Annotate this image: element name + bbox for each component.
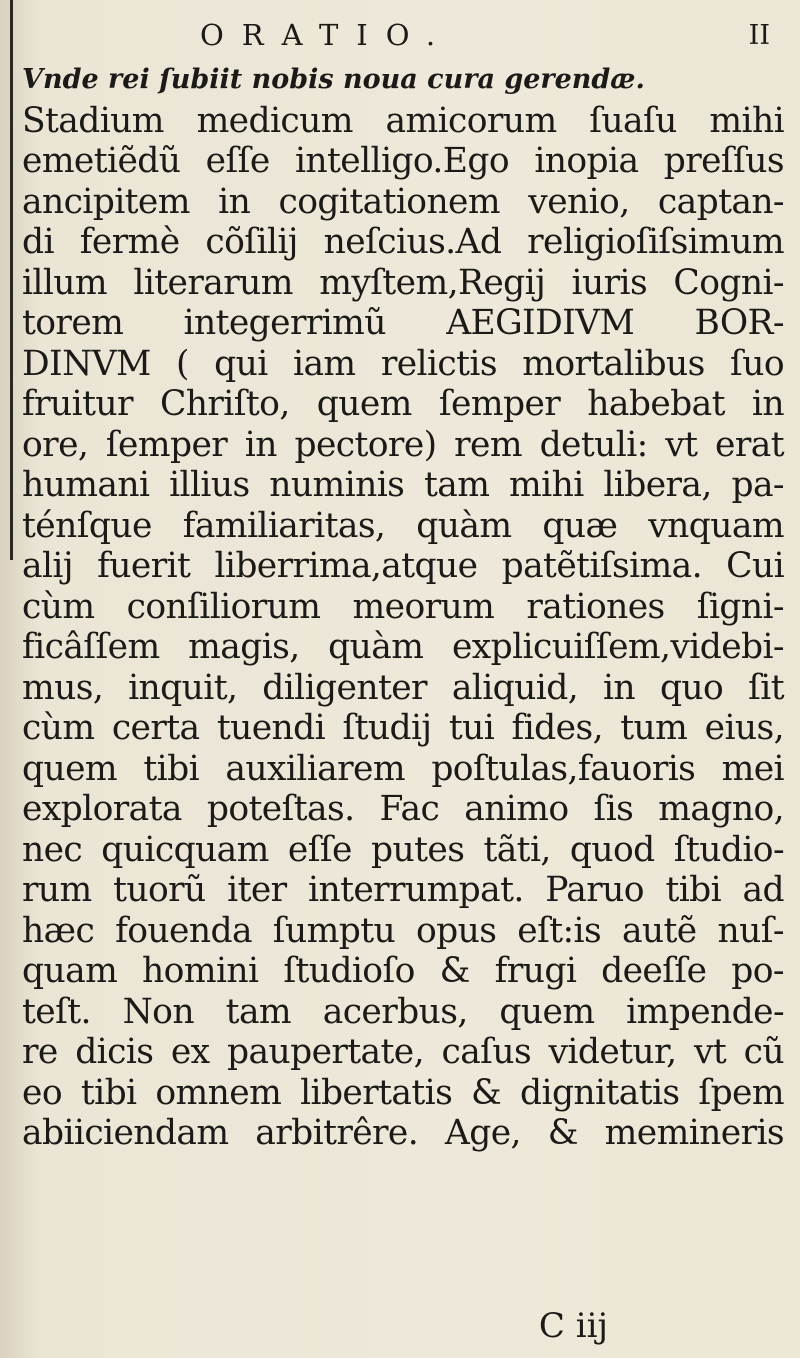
text-line: eo tibi omnem libertatis & dignitatis ſpem bbox=[22, 1072, 784, 1113]
text-line: ancipitem in cogitationem venio, captan- bbox=[22, 181, 784, 222]
text-line: cùm certa tuendi ſtudij tui fides, tum eius, bbox=[22, 708, 784, 748]
text-line: teſt. Non tam acerbus, quem impende- bbox=[22, 991, 784, 1032]
text-line: hæc fouenda ſumptu opus eſt:is autẽ nuſ- bbox=[22, 910, 784, 951]
heading-line: Vnde rei ſubiit nobis noua cura gerendæ. bbox=[22, 64, 645, 95]
text-line: Stadium medicum amicorum ſuaſu mihi bbox=[22, 100, 784, 141]
page-number: II bbox=[748, 20, 770, 51]
text-line: ficâſſem magis, quàm explicuiſſem,videbi- bbox=[22, 627, 784, 667]
text-line: di fermè cõſilij neſcius.Ad religioſiſsimum bbox=[22, 222, 784, 262]
text-line: humani illius numinis tam mihi libera, pa- bbox=[22, 465, 784, 505]
text-line: torem integerrimũ AEGIDIVM BOR- bbox=[22, 303, 784, 343]
signature-mark: C iij bbox=[538, 1306, 608, 1346]
text-line: nec quicquam eſſe putes tãti, quod ſtudio- bbox=[22, 829, 784, 870]
text-line: fruitur Chriſto, quem ſemper habebat in bbox=[22, 384, 784, 424]
text-line: mus, inquit, diligenter aliquid, in quo ſit bbox=[22, 667, 784, 708]
text-line: ténſque familiaritas, quàm quæ vnquam bbox=[22, 505, 784, 546]
text-line: illum literarum myſtem,Regij iuris Cogni- bbox=[22, 262, 784, 303]
text-line: abiiciendam arbitrêre. Age, & memineris bbox=[22, 1113, 784, 1153]
text-line: cùm conſiliorum meorum rationes ſigni- bbox=[22, 586, 784, 627]
text-line: rum tuorũ iter interrumpat. Paruo tibi ad bbox=[22, 870, 784, 910]
text-line: ore, ſemper in pectore) rem detuli: vt erat bbox=[22, 424, 784, 465]
text-line: quem tibi auxiliarem poſtulas,fauoris mei bbox=[22, 748, 784, 789]
text-line: DINVM ( qui iam relictis mortalibus ſuo bbox=[22, 343, 784, 384]
text-line: quam homini ſtudioſo & frugi deeſſe po- bbox=[22, 951, 784, 991]
running-head: ORATIO. bbox=[200, 18, 454, 52]
text-block bbox=[22, 60, 784, 1154]
text-line: explorata poteſtas. Fac animo ſis magno, bbox=[22, 789, 784, 829]
text-line: alij fuerit liberrima,atque patẽtiſsima. Cui bbox=[22, 546, 784, 586]
page-edge-rule bbox=[10, 0, 13, 560]
text-line: re dicis ex paupertate, caſus videtur, vt cũ bbox=[22, 1032, 784, 1072]
text-line: emetiẽdũ eſſe intelligo.Ego inopia preſſus bbox=[22, 141, 784, 181]
